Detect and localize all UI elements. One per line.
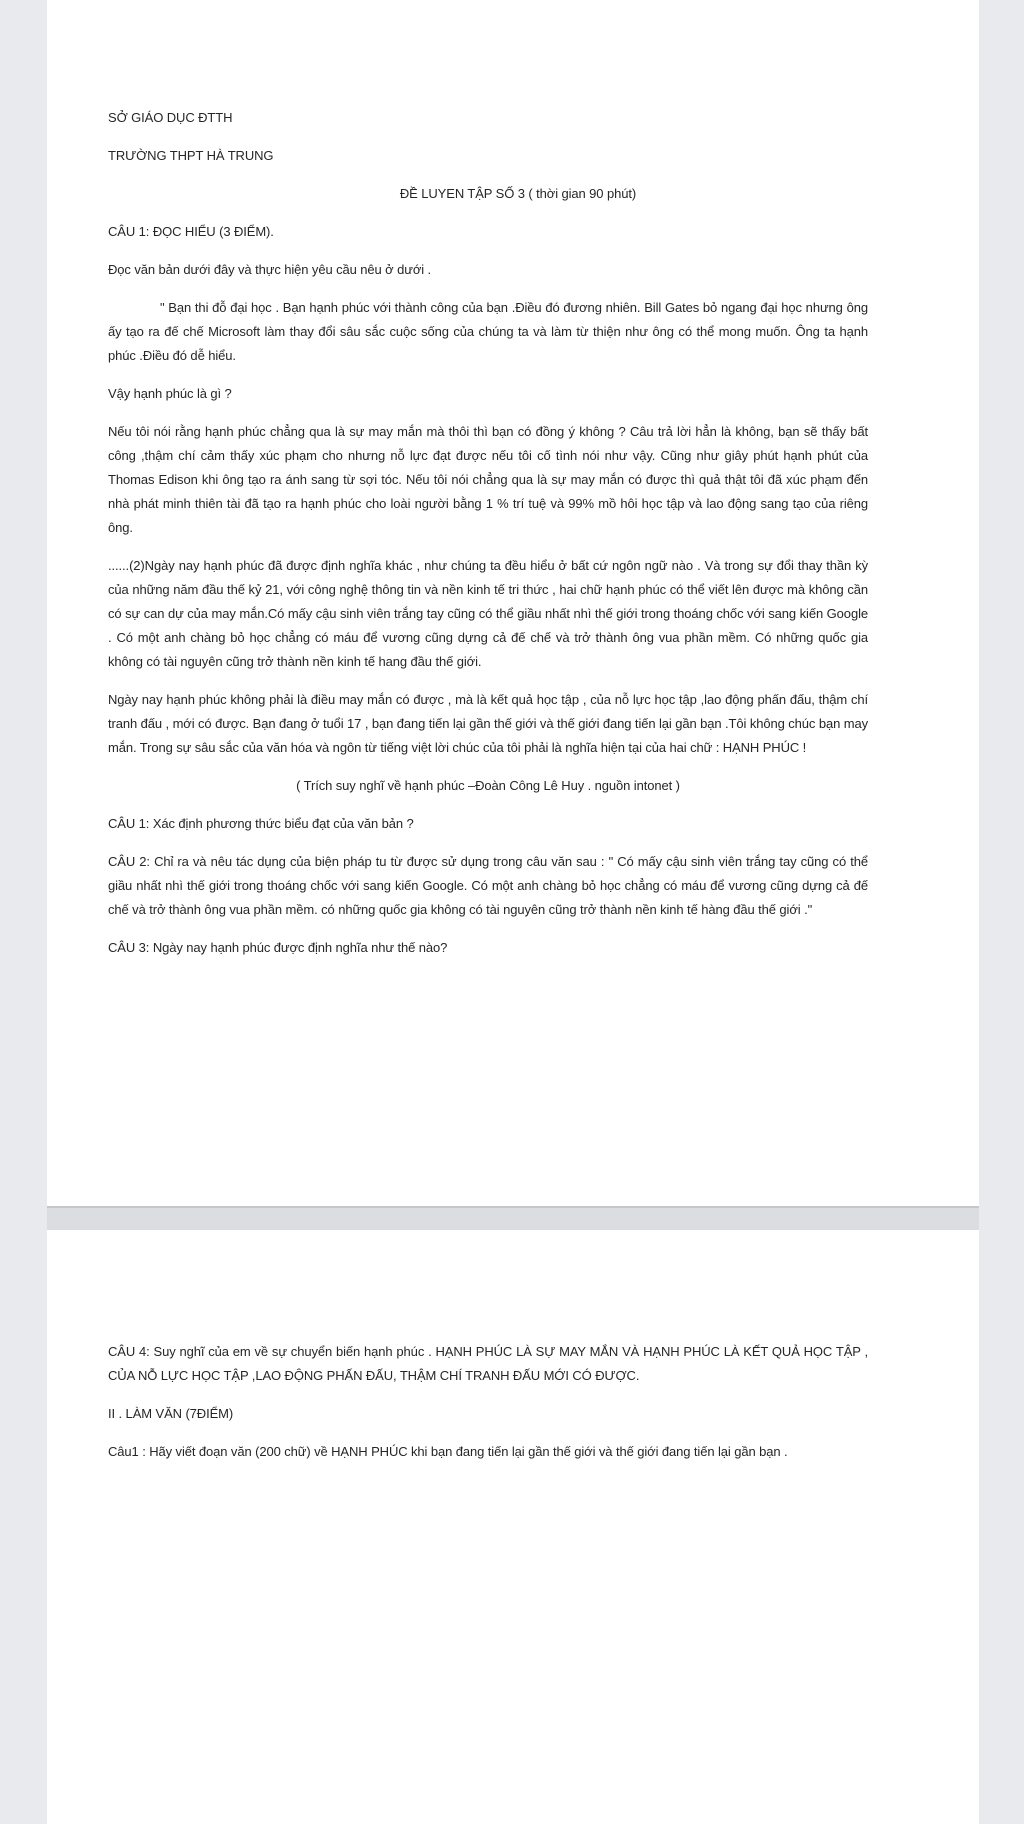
- passage-question: Vậy hạnh phúc là gì ?: [108, 386, 232, 401]
- essay-question-1: Câu1 : Hãy viết đoạn văn (200 chữ) về HẠNH PHÚC khi bạn đang tiến lại gần thế giới và thế giới đang tiến lại gần bạn .: [108, 1444, 788, 1459]
- question-1: CÂU 1: Xác định phương thức biểu đạt của văn bản ?: [108, 816, 414, 831]
- passage-paragraph-2: Nếu tôi nói rằng hạnh phúc chẳng qua là sự may mắn mà thôi thì bạn có đồng ý không ? Câu trả lời hẳn là không, bạn sẽ thấy bất công ,thậm chí cảm thấy xúc phạm cho nhưng nỗ lực đạt được nếu tôi cố tình nói như vậy. Cũng như giây phút hạnh phút của Thomas Edison khi ông tạo ra ánh sang từ sợi tóc. Nếu tôi nói chẳng qua là sự may mắn có được thì quả thật tôi đã xúc phạm đến nhà phát minh thiên tài đã tạo ra hạnh phúc cho loài người bằng 1 % trí tuệ và 99% mồ hôi học tập và lao động sang tạo của riêng ông.: [108, 424, 868, 535]
- passage-paragraph-4: Ngày nay hạnh phúc không phải là điều may mắn có được , mà là kết quả học tập , của nỗ lực học tập ,lao động phấn đấu, thậm chí tranh đấu , mới có được. Bạn đang ở tuổi 17 , bạn đang tiến lại gần thế giới và thế giới đang tiến lại gần bạn .Tôi không chúc bạn may mắn. Trong sự sâu sắc của văn hóa và ngôn từ tiếng việt lời chúc của tôi phải là nghĩa hiện tại của hai chữ : HẠNH PHÚC !: [108, 692, 868, 755]
- page-separator: [47, 1206, 979, 1232]
- section-2-heading: II . LÀM VĂN (7ĐIỂM): [108, 1406, 234, 1421]
- question-3: CÂU 3: Ngày nay hạnh phúc được định nghĩa như thế nào?: [108, 940, 448, 955]
- document-page-2: [47, 1230, 979, 1824]
- question-4: CÂU 4: Suy nghĩ của em về sự chuyển biến hạnh phúc . HẠNH PHÚC LÀ SỰ MAY MẮN VÀ HẠNH PHÚC LÀ KẾT QUẢ HỌC TẬP , CỦA NỖ LỰC HỌC TẬP ,LAO ĐỘNG PHẤN ĐẤU, THẬM CHÍ TRANH ĐẤU MỚI CÓ ĐƯỢC.: [108, 1344, 868, 1383]
- passage-source: ( Trích suy nghĩ về hạnh phúc –Đoàn Công Lê Huy . nguồn intonet ): [296, 778, 680, 793]
- header-org: SỞ GIÁO DỤC ĐTTH: [108, 110, 233, 125]
- page-2-text: [108, 1340, 868, 1478]
- instruction-text: Đọc văn bản dưới đây và thực hiện yêu cầu nêu ở dưới .: [108, 262, 432, 277]
- question-2: CÂU 2: Chỉ ra và nêu tác dụng của biện pháp tu từ được sử dụng trong câu văn sau : " Có mấy cậu sinh viên trắng tay cũng có thể giầu nhất nhì thế giới trong thoáng chốc với sang kiến Google. Có một anh chàng bỏ học chẳng có máu để vương cũng dựng cả đế chế và trở thành ông vua phần mềm. có những quốc gia không có tài nguyên cũng trở thành nền kinh tế hàng đầu thế giới .": [108, 854, 868, 917]
- header-school: TRƯỜNG THPT HÀ TRUNG: [108, 148, 274, 163]
- passage-paragraph-3: ......(2)Ngày nay hạnh phúc đã được định nghĩa khác , như chúng ta đều hiểu ở bất cứ ngôn ngữ nào . Và trong sự đổi thay thần kỳ của những năm đầu thế kỷ 21, với công nghệ thông tin và nền kinh tế tri thức , hai chữ hạnh phúc có thể viết lên được mà không cần có sự can dự của may mắn.Có mấy cậu sinh viên trắng tay cũng có thể giầu nhất nhì thế giới trong thoáng chốc với sang kiến Google . Có một anh chàng bỏ học chẳng có máu để vương cũng dựng cả đế chế và trở thành ông vua phần mềm. Có những quốc gia không có tài nguyên cũng trở thành nền kinh tế hang đầu thế giới.: [108, 558, 868, 669]
- page-1-text: [108, 106, 868, 974]
- passage-paragraph-1: " Bạn thi đỗ đại học . Bạn hạnh phúc với thành công của bạn .Điều đó đương nhiên. Bill Gates bỏ ngang đại học nhưng ông ấy tạo ra đế chế Microsoft làm thay đổi sâu sắc cuộc sống của chúng ta và làm từ thiện như ông có thể mong muốn. Ông ta hạnh phúc .Điều đó dễ hiểu.: [108, 300, 868, 363]
- exam-title: ĐỀ LUYEN TẬP SỐ 3 ( thời gian 90 phút): [399, 186, 637, 201]
- section-1-heading: CÂU 1: ĐỌC HIỂU (3 ĐIỂM).: [108, 224, 274, 239]
